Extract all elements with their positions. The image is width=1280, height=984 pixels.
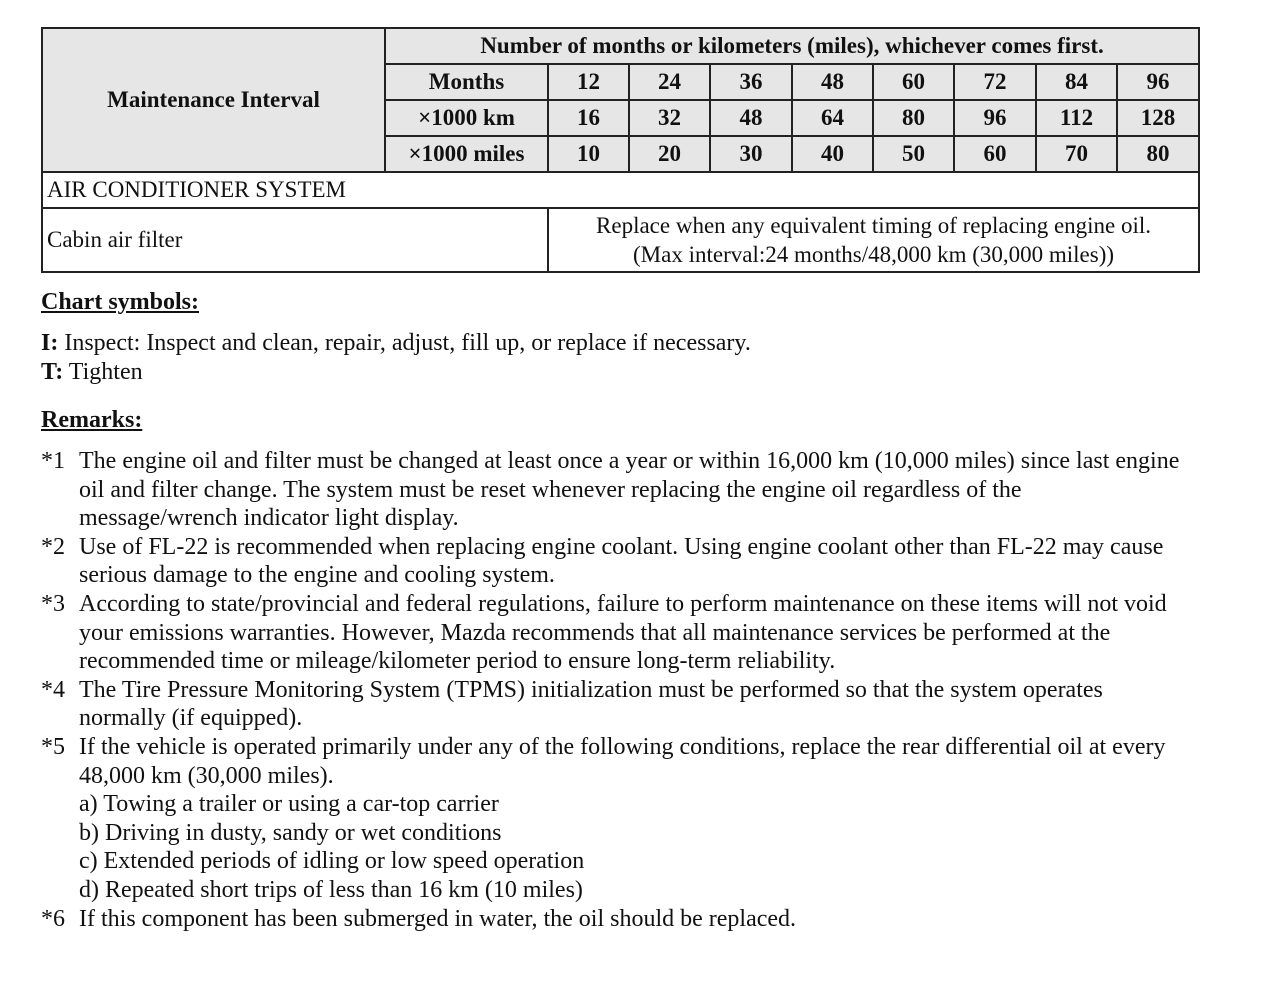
miles-cell: 30 <box>710 136 792 172</box>
miles-cell: 50 <box>873 136 954 172</box>
km-cell: 112 <box>1036 100 1117 136</box>
cabin-air-filter-note <box>548 208 1199 272</box>
remark-text: If this component has been submerged in water, the oil should be replaced. <box>79 905 797 932</box>
months-cell: 84 <box>1036 64 1117 100</box>
months-cell: 72 <box>954 64 1036 100</box>
months-cell: 60 <box>873 64 954 100</box>
symbol-key: T: <box>41 358 64 385</box>
row-label-km: ×1000 km <box>385 100 548 136</box>
km-cell: 16 <box>548 100 629 136</box>
remark-text: According to state/provincial and federal regulations, failure to perform maintenance on these items will not void your emissions warranties. However, Mazda recommends that all maintenance services be performed at the recommended time or mileage/kilometer period to ensure long-term reliability. <box>79 590 1167 675</box>
miles-cell: 10 <box>548 136 629 172</box>
remark-2 <box>41 533 1181 590</box>
remark-mark: *6 <box>41 905 65 932</box>
symbol-tighten <box>41 358 751 387</box>
remark-mark: *2 <box>41 533 65 560</box>
km-cell: 32 <box>629 100 710 136</box>
remark-text: The engine oil and filter must be changed at least once a year or within 16,000 km (10,000 miles) since last engine oil and filter change. The system must be reset whenever replacing the engine oil regardless of the message/wrench indicator light display. <box>79 448 1180 532</box>
km-cell: 80 <box>873 100 954 136</box>
condition-item: d) Repeated short trips of less than 16 km (10 miles) <box>79 876 583 903</box>
km-cell: 96 <box>954 100 1036 136</box>
section-air-conditioner: AIR CONDITIONER SYSTEM <box>42 172 1199 208</box>
remark-4 <box>41 676 1181 733</box>
cabin-air-filter-label: Cabin air filter <box>42 208 548 272</box>
months-cell: 48 <box>792 64 873 100</box>
maintenance-interval-label: Maintenance Interval <box>42 28 385 172</box>
remark-mark: *3 <box>41 590 65 617</box>
chart-symbols-heading: Chart symbols: <box>41 289 200 315</box>
row-label-miles: ×1000 miles <box>385 136 548 172</box>
note-line-2: (Max interval:24 months/48,000 km (30,000 miles)) <box>633 242 1115 267</box>
condition-item: a) Towing a trailer or using a car-top carrier <box>79 791 499 818</box>
maintenance-interval-table <box>41 27 1200 273</box>
chart-symbols-heading-block <box>41 288 199 317</box>
remark-text: If the vehicle is operated primarily under any of the following conditions, replace the rear differential oil at every 48,000 km (30,000 miles). <box>79 733 1166 789</box>
miles-cell: 70 <box>1036 136 1117 172</box>
months-cell: 24 <box>629 64 710 100</box>
remark-text: The Tire Pressure Monitoring System (TPMS) initialization must be performed so that the system operates normally (if equipped). <box>79 676 1103 732</box>
remark-5 <box>41 733 1181 790</box>
remark-mark: *1 <box>41 448 65 474</box>
km-cell: 48 <box>710 100 792 136</box>
remarks-list <box>41 447 1181 933</box>
remarks-heading: Remarks: <box>41 407 143 433</box>
row-label-months: Months <box>385 64 548 100</box>
miles-cell: 60 <box>954 136 1036 172</box>
condition-item: c) Extended periods of idling or low speed operation <box>79 848 585 875</box>
symbol-inspect <box>41 329 751 358</box>
note-line-1: Replace when any equivalent timing of replacing engine oil. <box>596 213 1152 238</box>
km-cell: 64 <box>792 100 873 136</box>
remarks-heading-block <box>41 406 142 435</box>
remark-mark: *4 <box>41 676 65 703</box>
months-cell: 12 <box>548 64 629 100</box>
condition-item: b) Driving in dusty, sandy or wet conditions <box>79 819 502 846</box>
symbol-key: I: <box>41 330 59 356</box>
interval-header: Number of months or kilometers (miles), whichever comes first. <box>385 28 1199 64</box>
miles-cell: 20 <box>629 136 710 172</box>
months-cell: 36 <box>710 64 792 100</box>
chart-symbols-list <box>41 329 751 386</box>
remark-1 <box>41 447 1181 533</box>
remark-6 <box>41 905 1181 934</box>
km-cell: 128 <box>1117 100 1199 136</box>
remark-text: Use of FL-22 is recommended when replacing engine coolant. Using engine coolant other than FL-22 may cause serious damage to the engine and cooling system. <box>79 533 1164 589</box>
miles-cell: 40 <box>792 136 873 172</box>
months-cell: 96 <box>1117 64 1199 100</box>
remark-mark: *5 <box>41 733 65 760</box>
symbol-text: Tighten <box>63 358 143 385</box>
symbol-text: Inspect: Inspect and clean, repair, adjust, fill up, or replace if necessary. <box>58 330 751 356</box>
miles-cell: 80 <box>1117 136 1199 172</box>
remark-3 <box>41 590 1181 676</box>
